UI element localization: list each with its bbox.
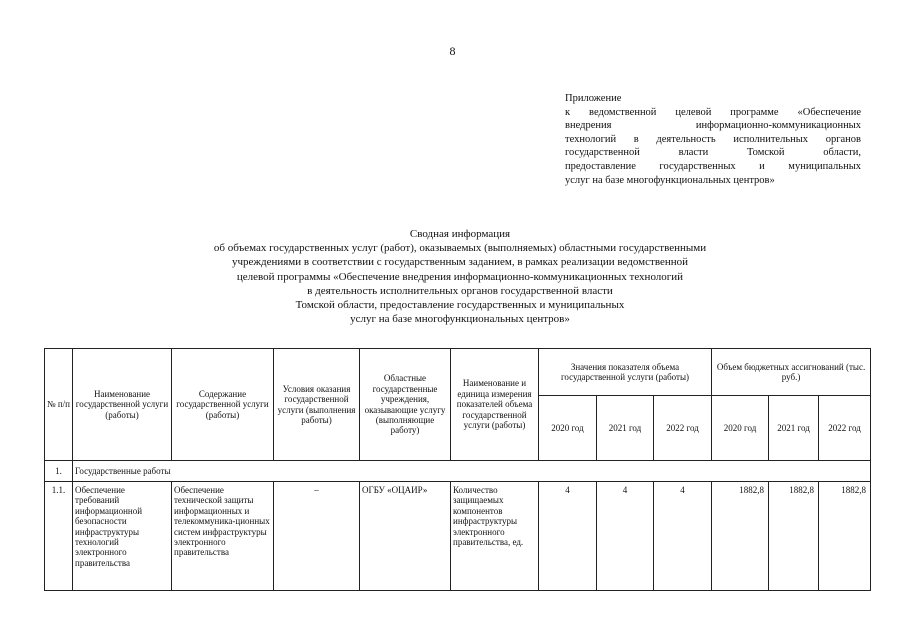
- row-conditions: –: [274, 482, 360, 591]
- appendix-line: технологий в деятельность исполнительных органов: [565, 133, 861, 145]
- summary-line: учреждениями в соответствии с государственным заданием, в рамках реализации ведомственной: [231, 256, 689, 269]
- header-num: № п/п: [45, 349, 73, 461]
- header-indicator: Наименование и единица измерения показателей объема государственной услуги (работы): [451, 349, 539, 461]
- header-year: 2020 год: [712, 396, 769, 461]
- summary-heading: [60, 227, 860, 326]
- summary-title: Сводная информация: [409, 228, 511, 240]
- appendix-block: [565, 92, 861, 187]
- row-value-2021: 4: [597, 482, 654, 591]
- row-budget-2020: 1882,8: [712, 482, 769, 591]
- row-budget-2021: 1882,8: [769, 482, 819, 591]
- appendix-line: к ведомственной целевой программе «Обеспечение: [565, 106, 861, 118]
- header-year: 2020 год: [539, 396, 597, 461]
- header-year: 2022 год: [819, 396, 871, 461]
- summary-line: услуг на базе многофункциональных центров»: [350, 313, 570, 326]
- section-row: [45, 461, 871, 482]
- appendix-line: предоставление государственных и муниципальных: [565, 160, 861, 172]
- appendix-line: государственной власти Томской области,: [565, 147, 861, 159]
- summary-line: Томской области, предоставление государственных и муниципальных: [295, 299, 625, 312]
- header-values-group: Значения показателя объема государственной услуги (работы): [539, 349, 712, 396]
- services-table: [44, 348, 871, 591]
- header-institutions: Областные государственные учреждения, оказывающие услугу (выполняющие работу): [360, 349, 451, 461]
- header-row: [45, 349, 871, 396]
- appendix-line: услуг на базе многофункциональных центров»: [565, 174, 775, 186]
- section-num: 1.: [45, 461, 73, 482]
- section-title: Государственные работы: [73, 461, 871, 482]
- header-content: Содержание государственной услуги (работы): [172, 349, 274, 461]
- row-service: Обеспечение требований информационной безопасности инфраструктуры технологий электронного правительства: [73, 482, 172, 591]
- appendix-line: внедрения информационно-коммуникационных: [565, 120, 861, 132]
- header-budget-group: Объем бюджетных ассигнований (тыс. руб.): [712, 349, 871, 396]
- header-service: Наименование государственной услуги (работы): [73, 349, 172, 461]
- summary-line: об объемах государственных услуг (работ), оказываемых (выполняемых) областными государственными: [213, 242, 707, 255]
- header-year: 2021 год: [597, 396, 654, 461]
- row-value-2020: 4: [539, 482, 597, 591]
- row-num: 1.1.: [45, 482, 73, 591]
- appendix-line: Приложение: [565, 93, 622, 104]
- table-row: [45, 482, 871, 591]
- row-content: Обеспечение технической защиты информационных и телекоммуника-ционных систем инфраструктуры электронного правительства: [172, 482, 274, 591]
- header-year: 2021 год: [769, 396, 819, 461]
- header-conditions: Условия оказания государственной услуги (выполнения работы): [274, 349, 360, 461]
- row-institution: ОГБУ «ОЦАИР»: [360, 482, 451, 591]
- row-indicator: Количество защищаемых компонентов инфраструктуры электронного правительства, ед.: [451, 482, 539, 591]
- row-budget-2022: 1882,8: [819, 482, 871, 591]
- header-year: 2022 год: [654, 396, 712, 461]
- row-value-2022: 4: [654, 482, 712, 591]
- summary-line: в деятельность исполнительных органов государственной власти: [307, 284, 613, 297]
- page-number: 8: [449, 44, 456, 58]
- summary-line: целевой программы «Обеспечение внедрения информационно-коммуникационных технологий: [236, 270, 684, 283]
